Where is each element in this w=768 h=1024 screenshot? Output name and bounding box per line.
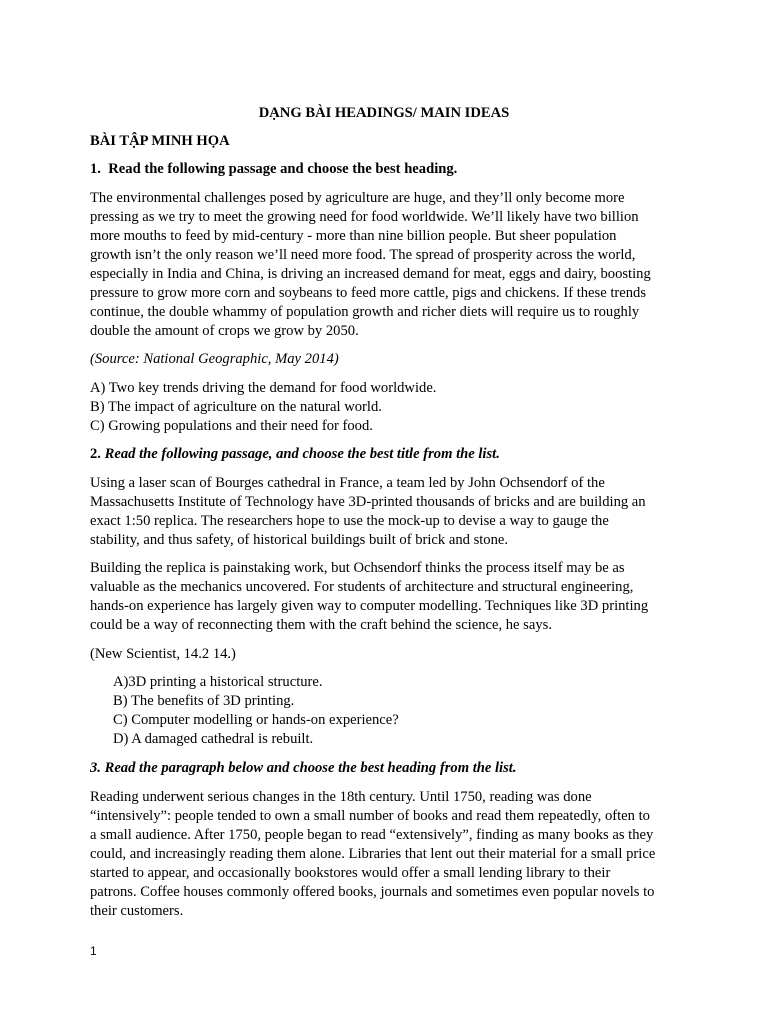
passage-line: valuable as the mechanics uncovered. For students of architecture and structural engineering, bbox=[90, 579, 634, 595]
passage-line: started to appear, and occasionally bookstores would offer a small lending library to their bbox=[90, 865, 611, 881]
question-1-options bbox=[90, 379, 690, 436]
question-3-passage bbox=[90, 788, 690, 921]
question-1-number: 1. bbox=[90, 161, 101, 177]
question-1-passage bbox=[90, 189, 690, 341]
passage-line: a small audience. After 1750, people began to read “extensively”, finding as many books as they bbox=[90, 827, 654, 843]
passage-line: pressure to grow more corn and soybeans to feed more cattle, pigs and chickens. If these trends bbox=[90, 285, 647, 301]
option-a: A) Two key trends driving the demand for food worldwide. bbox=[90, 380, 437, 396]
passage-line: The environmental challenges posed by agriculture are huge, and they’ll only become more bbox=[90, 190, 625, 206]
question-2-passage-2 bbox=[90, 559, 690, 635]
question-1-heading bbox=[90, 160, 690, 179]
question-2-heading bbox=[90, 445, 690, 464]
option-b: B) The benefits of 3D printing. bbox=[113, 693, 295, 709]
section-title: BÀI TẬP MINH HỌA bbox=[90, 133, 230, 149]
passage-line: double the amount of crops we grow by 2050. bbox=[90, 323, 359, 339]
passage-line: Reading underwent serious changes in the 18th century. Until 1750, reading was done bbox=[90, 789, 592, 805]
passage-line: more mouths to feed by mid-century - more than nine billion people. But sheer population bbox=[90, 228, 617, 244]
page-number: 1 bbox=[90, 944, 97, 958]
question-1-source: (Source: National Geographic, May 2014) bbox=[90, 351, 339, 367]
document-title: DẠNG BÀI HEADINGS/ MAIN IDEAS bbox=[258, 105, 510, 121]
passage-line: Using a laser scan of Bourges cathedral in France, a team led by John Ochsendorf of the bbox=[90, 475, 605, 491]
question-2-prompt: Read the following passage, and choose the best title from the list. bbox=[104, 446, 500, 462]
passage-line: stability, and thus safety, of historical buildings built of brick and stone. bbox=[90, 532, 509, 548]
passage-line: hands-on experience has largely given way to computer modelling. Techniques like 3D printing bbox=[90, 598, 649, 614]
passage-line: Massachusetts Institute of Technology have 3D-printed thousands of bricks and are building an bbox=[90, 494, 646, 510]
passage-line: could, and increasingly reading them alone. Libraries that lent out their material for a small price bbox=[90, 846, 656, 862]
passage-line: patrons. Coffee houses commonly offered books, journals and sometimes even popular novels to bbox=[90, 884, 655, 900]
passage-line: especially in India and China, is driving an increased demand for meat, eggs and dairy, boosting bbox=[90, 266, 651, 282]
passage-line: Building the replica is painstaking work, but Ochsendorf thinks the process itself may be as bbox=[90, 560, 625, 576]
passage-line: continue, the double whammy of population growth and richer diets will require us to roughly bbox=[90, 304, 640, 320]
question-1-prompt: Read the following passage and choose the best heading. bbox=[108, 161, 458, 177]
option-a: A)3D printing a historical structure. bbox=[113, 674, 323, 690]
question-2-passage-1 bbox=[90, 474, 690, 550]
question-2-source: (New Scientist, 14.2 14.) bbox=[90, 646, 236, 662]
option-d: D) A damaged cathedral is rebuilt. bbox=[113, 731, 314, 747]
passage-line: exact 1:50 replica. The researchers hope to use the mock-up to devise a way to gauge the bbox=[90, 513, 609, 529]
question-3-prompt: 3. Read the paragraph below and choose the best heading from the list. bbox=[90, 760, 517, 776]
passage-line: their customers. bbox=[90, 903, 184, 919]
passage-line: growth isn’t the only reason we’ll need more food. The spread of prosperity across the world, bbox=[90, 247, 636, 263]
option-c: C) Computer modelling or hands-on experience? bbox=[113, 712, 399, 728]
option-b: B) The impact of agriculture on the natural world. bbox=[90, 399, 382, 415]
passage-line: could be a way of reconnecting them with the craft behind the science, he says. bbox=[90, 617, 552, 633]
passage-line: “intensively”: people tended to own a small number of books and read them repeatedly, often to bbox=[90, 808, 650, 824]
option-c: C) Growing populations and their need for food. bbox=[90, 418, 373, 434]
question-2-options bbox=[113, 673, 713, 749]
question-2-number: 2. bbox=[90, 446, 101, 462]
passage-line: pressing as we try to meet the growing need for food worldwide. We’ll likely have two billion bbox=[90, 209, 639, 225]
